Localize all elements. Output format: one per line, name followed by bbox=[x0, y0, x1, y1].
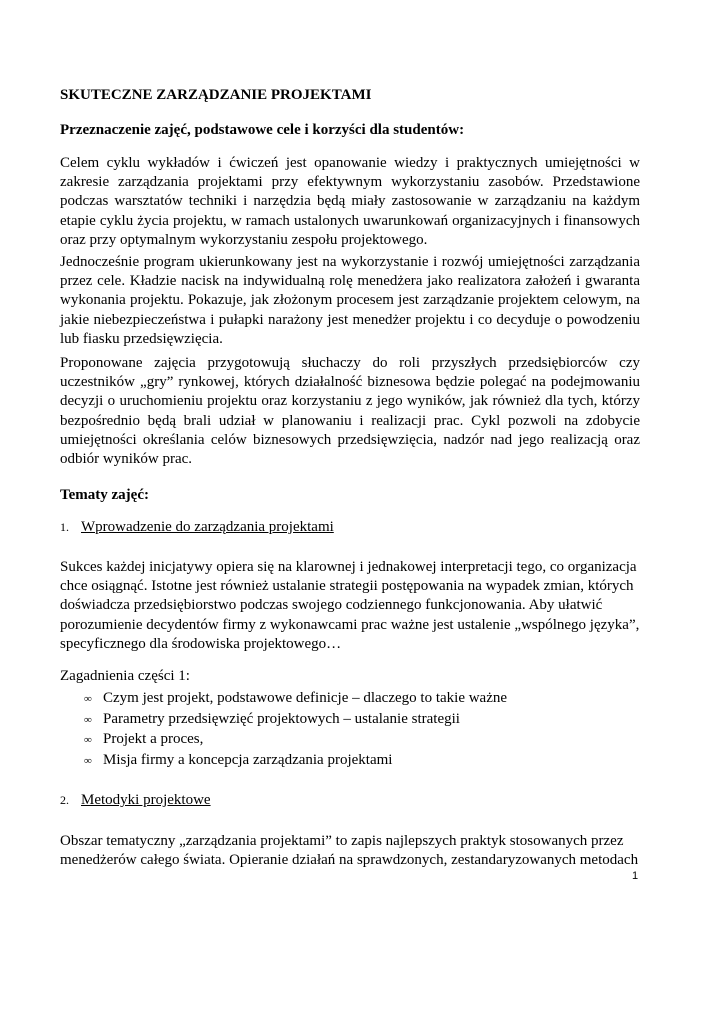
section-1-bullet-list bbox=[84, 688, 507, 770]
bullet-symbol: ∞ bbox=[84, 713, 92, 726]
document-subtitle: Przeznaczenie zajęć, podstawowe cele i korzyści dla studentów: bbox=[60, 122, 465, 138]
page-number: 1 bbox=[632, 870, 639, 882]
list-item bbox=[84, 750, 507, 771]
intro-paragraph-1: Celem cyklu wykładów i ćwiczeń jest opanowanie wiedzy i praktycznych umiejętności w zakresie zarządzania projektami przy efektywnym wykorzystaniu zasobów. Przedstawione podczas warsztatów techniki i narzędzia będą miały zastosowanie w zarządzaniu na każdym etapie cyklu życia projektu, w ramach ustalonych uwarunkowań organizacyjnych i finansowych oraz przy optymalnym wykorzystaniu zespołu projektowego. bbox=[60, 155, 640, 248]
document-page bbox=[60, 0, 640, 1024]
intro-paragraph-3: Proponowane zajęcia przygotowują słuchaczy do roli przyszłych przedsiębiorców czy uczestników „gry” rynkowej, których działalność biznesowa będzie polegać na podejmowaniu decyzji o uruchomieniu projektu oraz korzystaniu z jego wyników, jak również dla tych, którzy bezpośrednio będą brali udział w planowaniu i realizacji prac. Cykl pozwoli na zdobycie umiejętności określania celów biznesowych przedsięwzięcia, nadzór nad jego realizacją oraz odbiór wyników prac. bbox=[60, 355, 640, 468]
list-item bbox=[84, 709, 507, 730]
list-item-text: Czym jest projekt, podstawowe definicje – dlaczego to takie ważne bbox=[103, 690, 508, 706]
section-2-title: Metodyki projektowe bbox=[81, 792, 211, 808]
list-item bbox=[84, 688, 507, 709]
section-1-title: Wprowadzenie do zarządzania projektami bbox=[81, 519, 334, 535]
bullet-symbol: ∞ bbox=[84, 754, 92, 767]
list-item-text: Misja firmy a koncepcja zarządzania projektami bbox=[103, 751, 393, 768]
list-item-text: Parametry przedsięwzięć projektowych – ustalanie strategii bbox=[103, 710, 460, 727]
bullet-symbol: ∞ bbox=[84, 734, 92, 746]
bullet-symbol: ∞ bbox=[84, 693, 92, 705]
section-2-heading bbox=[60, 792, 211, 809]
list-item bbox=[84, 729, 507, 750]
section-1-heading bbox=[60, 519, 334, 536]
section-1-issues-label: Zagadnienia części 1: bbox=[60, 668, 190, 684]
section-2-number: 2. bbox=[60, 793, 69, 807]
section-2-paragraph: Obszar tematyczny „zarządzania projektami” to zapis najlepszych praktyk stosowanych przez menedżerów całego świata. Opieranie działań na sprawdzonych, zestandaryzowanych metodach bbox=[60, 833, 639, 869]
list-item-text: Projekt a proces, bbox=[103, 731, 204, 747]
intro-paragraph-2: Jednocześnie program ukierunkowany jest na wykorzystanie i rozwój umiejętności zarządzania przez cele. Kładzie nacisk na indywidualną rolę menedżera jako realizatora założeń i gwaranta wykonania projektu. Pokazuje, jak złożonym procesem jest zarządzanie projektem celowym, na jakie niebezpieczeństwa i pułapki narażony jest menedżer projektu i co decyduje o powodzeniu lub fiasku przedsięwzięcia. bbox=[60, 254, 640, 347]
section-1-number: 1. bbox=[60, 520, 69, 534]
section-1-paragraph: Sukces każdej inicjatywy opiera się na klarownej i jednakowej interpretacji tego, co organizacja chce osiągnąć. Istotne jest również ustalanie strategii postępowania na wypadek zmian, których doświadcza przedsiębiorstwo podczas swojego codziennego funkcjonowania. Aby ułatwić porozumienie decydentów firmy z wykonawcami prac ważne jest ustalenie „wspólnego języka”, specyficznego dla środowiska projektowego… bbox=[60, 559, 640, 652]
topics-heading: Tematy zajęć: bbox=[60, 487, 149, 503]
document-title: SKUTECZNE ZARZĄDZANIE PROJEKTAMI bbox=[60, 87, 372, 103]
